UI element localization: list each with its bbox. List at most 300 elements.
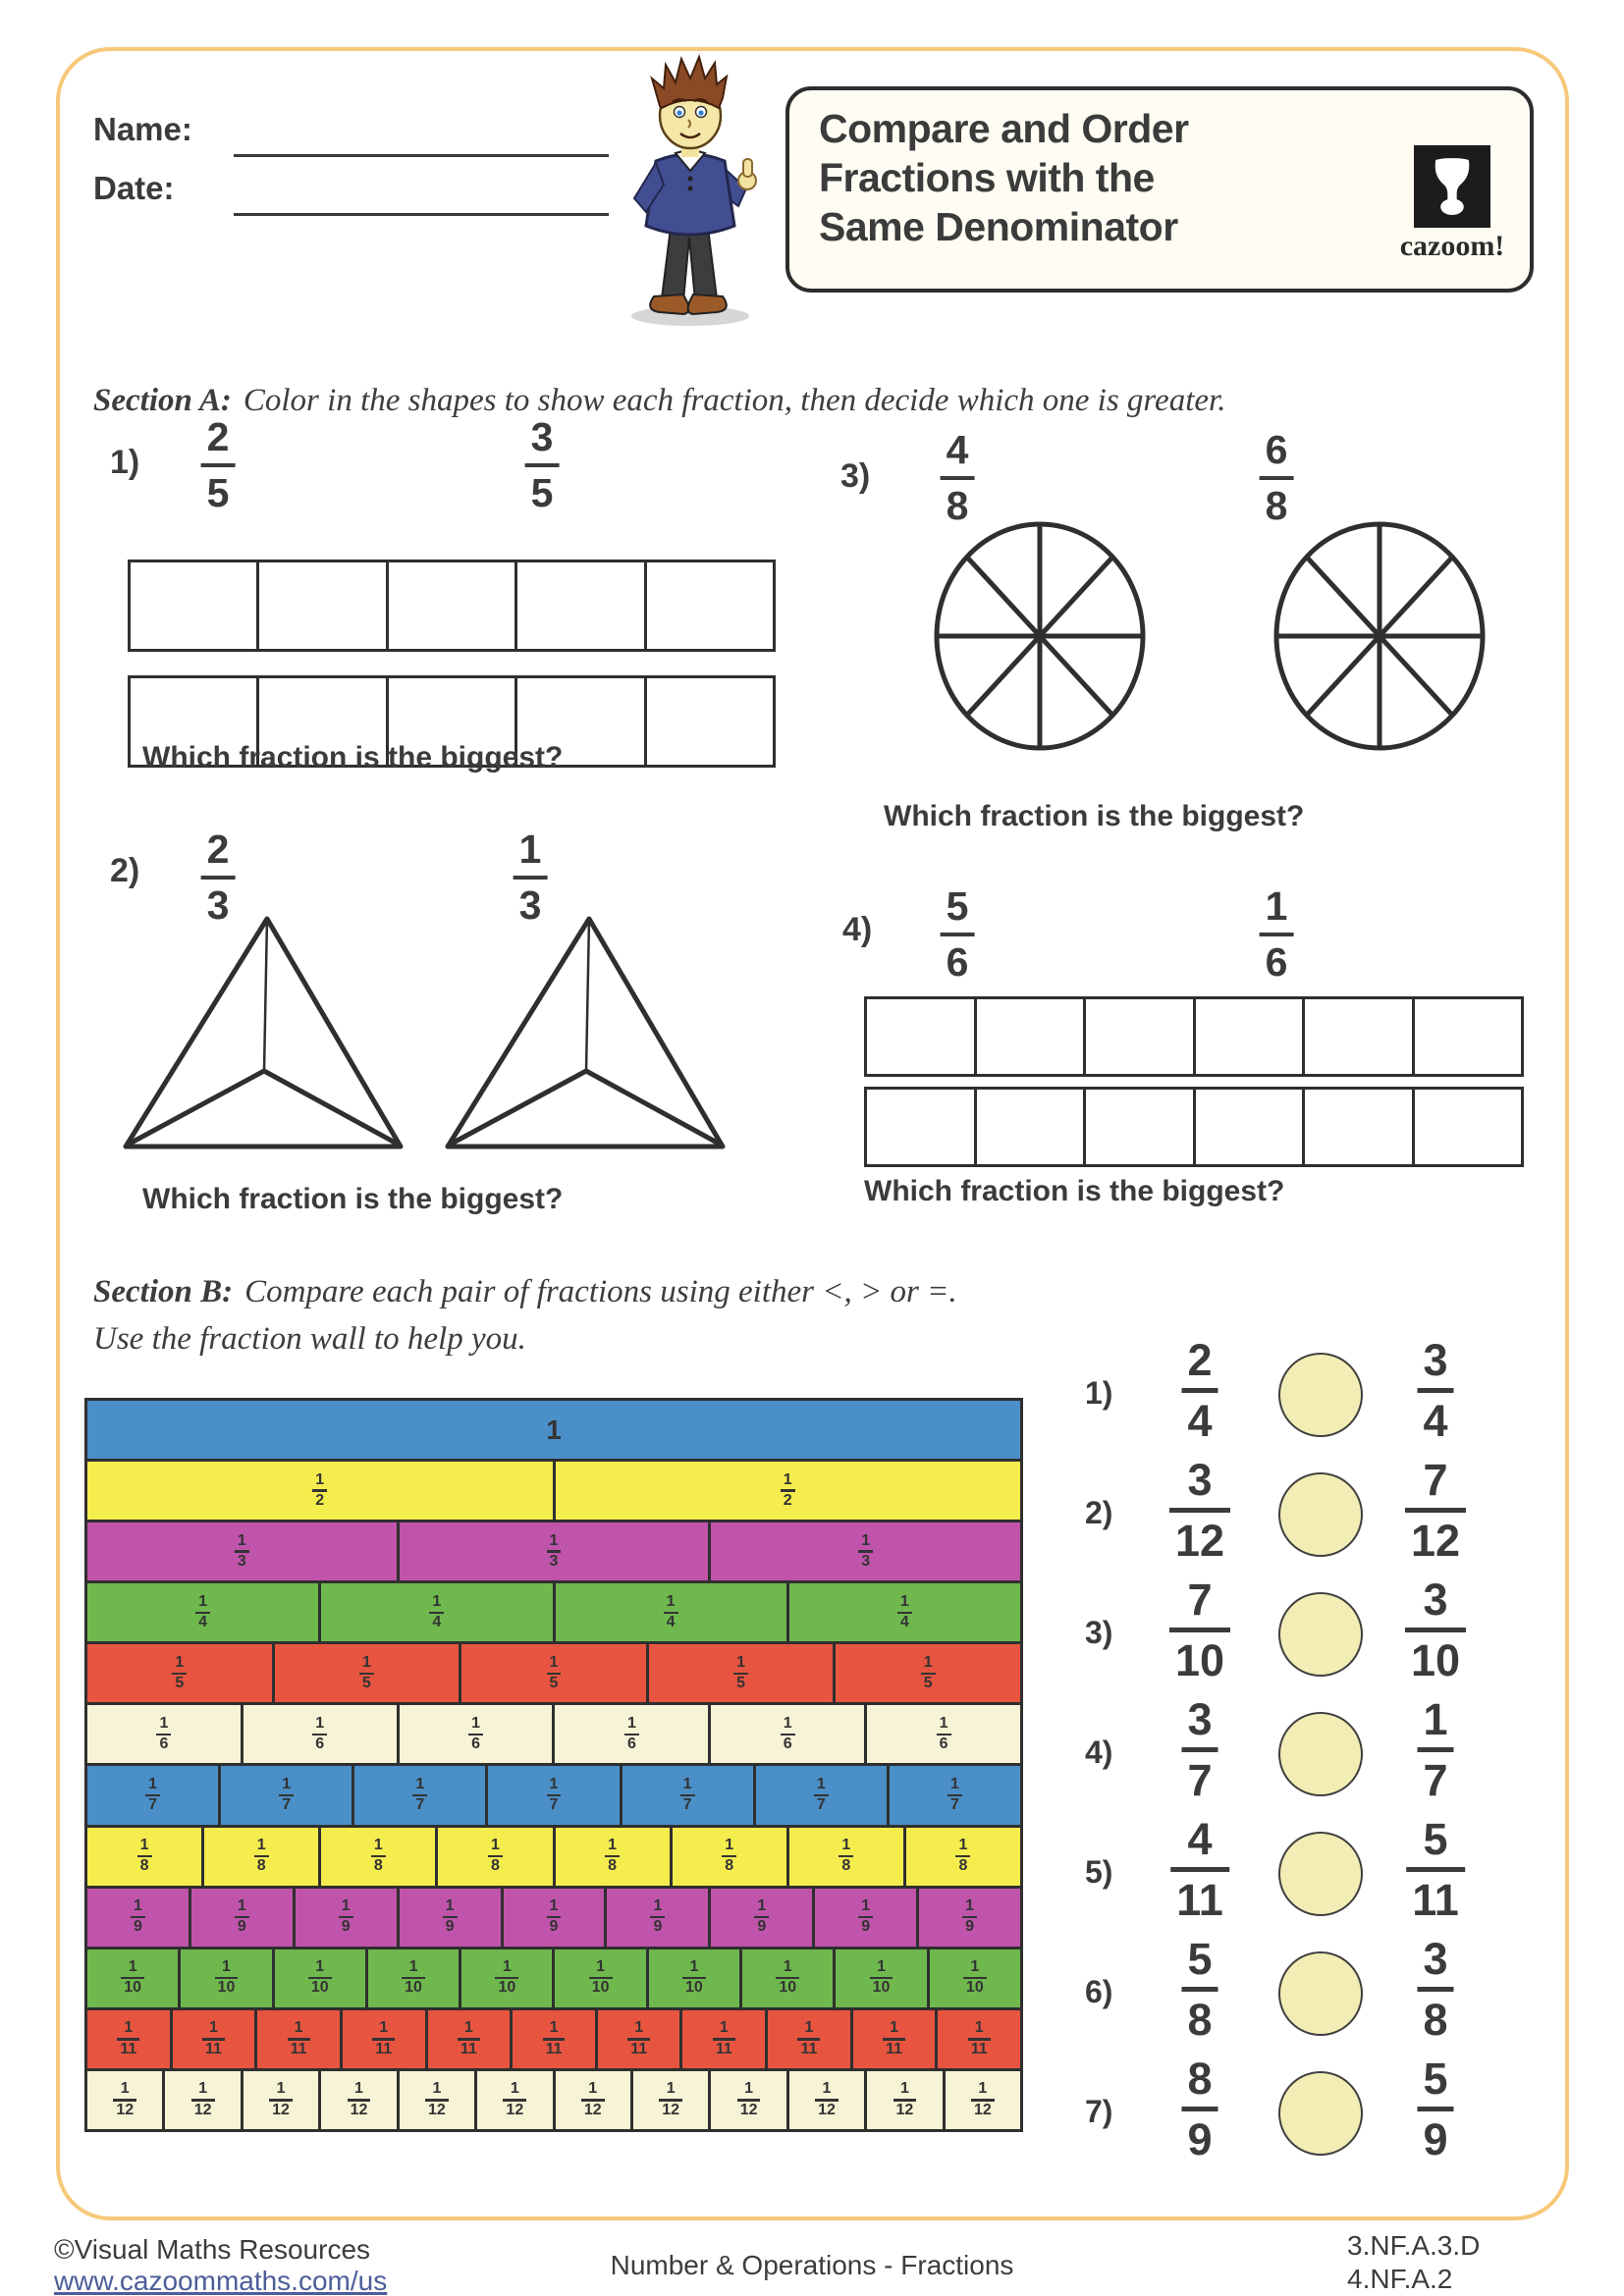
date-input-line[interactable] xyxy=(234,213,609,216)
fraction-bar-cell[interactable] xyxy=(974,1090,1084,1164)
compare-right-fraction xyxy=(1417,2056,1453,2162)
fraction-wall-cell xyxy=(595,2010,680,2068)
fraction-wall-cell xyxy=(241,1705,397,1763)
wall-cell-fraction: 1 9 xyxy=(547,1898,562,1936)
fraction-bar xyxy=(1405,1628,1466,1632)
wall-cell-fraction: 1 4 xyxy=(664,1594,678,1631)
wall-cell-fraction: 1 12 xyxy=(425,2081,449,2118)
wall-cell-fraction: 1 11 xyxy=(117,2020,139,2057)
fraction-wall-cell xyxy=(272,1949,365,2007)
wall-cell-fraction: 1 11 xyxy=(458,2020,480,2057)
fraction-wall-row xyxy=(87,2007,1020,2068)
fraction-bar xyxy=(1181,1747,1218,1752)
fraction-denominator: 3 xyxy=(518,882,542,928)
fraction-wall-cell xyxy=(903,1828,1020,1886)
wall-cell-fraction: 1 12 xyxy=(348,2081,371,2118)
fraction-wall-cell xyxy=(679,2010,765,2068)
problem-3-number: 3) xyxy=(840,457,871,495)
fraction-bar-cell[interactable] xyxy=(1412,999,1522,1074)
wall-cell-fraction: 1 9 xyxy=(235,1898,249,1936)
fraction-wall-cell xyxy=(178,1949,271,2007)
fraction-bar xyxy=(1405,1508,1466,1513)
wall-cell-fraction: 1 11 xyxy=(713,2020,735,2057)
fraction-wall-cell xyxy=(670,1828,786,1886)
wall-cell-fraction: 1 8 xyxy=(254,1838,269,1875)
fraction-numerator: 2 xyxy=(1187,1335,1213,1385)
compare-problem-row xyxy=(1060,1695,1551,1813)
fraction-bar-cell[interactable] xyxy=(386,562,514,649)
wall-cell-fraction: 1 7 xyxy=(412,1777,427,1814)
fraction-wall-cell xyxy=(833,1949,926,2007)
fraction-wall-cell xyxy=(510,2010,595,2068)
fraction-denominator: 8 xyxy=(946,483,969,528)
wall-cell-fraction: 1 3 xyxy=(235,1533,249,1571)
fraction-bar xyxy=(1170,1867,1229,1872)
fraction-numerator: 5 xyxy=(1423,1814,1448,1864)
fraction-numerator: 5 xyxy=(1423,2054,1448,2104)
fraction-wall-cell xyxy=(318,1583,552,1641)
fraction-wall-cell xyxy=(318,1828,435,1886)
compare-problem-number: 5) xyxy=(1085,1854,1113,1890)
wall-cell-fraction: 1 7 xyxy=(947,1777,962,1814)
fraction-denominator: 12 xyxy=(1410,1516,1461,1566)
compare-problem-number: 3) xyxy=(1085,1615,1113,1650)
fraction-wall-cell xyxy=(318,2071,396,2129)
compare-problem-row xyxy=(1060,1336,1551,1454)
fraction-wall-cell xyxy=(397,1522,709,1580)
section-b-heading: Section B: xyxy=(93,1274,234,1309)
wall-cell-fraction: 1 10 xyxy=(495,1959,518,1997)
fraction-wall-cell xyxy=(620,1766,753,1824)
fraction-bar-cell[interactable] xyxy=(867,999,974,1074)
fraction-wall-cell xyxy=(87,1462,553,1520)
wall-cell-fraction: 1 12 xyxy=(191,2081,215,2118)
fraction-denominator: 8 xyxy=(1187,1995,1213,2045)
fraction-denominator: 11 xyxy=(1412,1875,1459,1925)
fraction-wall-cell xyxy=(87,1522,397,1580)
problem-1-right-fraction xyxy=(525,414,560,515)
wall-cell-fraction: 1 12 xyxy=(971,2081,995,2118)
compare-problem-row xyxy=(1060,1575,1551,1693)
wall-cell-fraction: 1 7 xyxy=(547,1777,562,1814)
wall-cell-fraction: 1 11 xyxy=(627,2020,650,2057)
fraction-denominator: 7 xyxy=(1187,1755,1213,1805)
wall-cell-fraction: 1 8 xyxy=(722,1838,736,1875)
fraction-wall-cell xyxy=(459,1644,646,1702)
fraction-wall-cell xyxy=(87,1401,1020,1459)
wall-cell-fraction: 1 5 xyxy=(547,1655,562,1692)
fraction-bar xyxy=(1169,1508,1230,1513)
wall-cell-fraction: 1 2 xyxy=(781,1472,795,1510)
problem-2-triangle-left[interactable] xyxy=(120,911,406,1154)
fraction-wall-cell xyxy=(189,1889,293,1947)
wall-cell-fraction: 1 12 xyxy=(503,2081,526,2118)
problem-4-question: Which fraction is the biggest? xyxy=(864,1175,1285,1207)
compare-left-fraction xyxy=(1181,1934,1218,2045)
wall-cell-fraction: 1 11 xyxy=(543,2020,566,2057)
problem-4-bar-bottom xyxy=(864,1087,1524,1167)
wall-cell-fraction: 1 7 xyxy=(279,1777,294,1814)
fraction-wall-row xyxy=(87,1702,1020,1763)
fraction-wall-cell xyxy=(553,1583,786,1641)
fraction-denominator: 6 xyxy=(946,939,969,985)
fraction-wall-cell xyxy=(340,2010,425,2068)
fraction-wall-cell xyxy=(553,2071,630,2129)
problem-3-right-fraction xyxy=(1260,427,1294,528)
fraction-numerator: 6 xyxy=(1265,427,1288,472)
fraction-wall-cell xyxy=(87,1889,189,1947)
cazoom-drum-icon xyxy=(1414,145,1490,228)
problem-4-bar-top xyxy=(864,996,1524,1077)
fraction-wall-cell xyxy=(435,1828,552,1886)
fraction-bar-cell[interactable] xyxy=(1412,1090,1522,1164)
fraction-bar xyxy=(201,876,236,880)
date-label: Date: xyxy=(93,170,175,206)
fraction-wall-row xyxy=(87,1459,1020,1520)
compare-problem-row xyxy=(1060,2055,1551,2172)
wall-cell-fraction: 1 9 xyxy=(650,1898,665,1936)
title-line-1: Compare and Order xyxy=(819,106,1189,151)
section-a-heading: Section A: xyxy=(93,383,232,418)
fraction-wall-cell xyxy=(459,1949,552,2007)
compare-left-fraction xyxy=(1181,1335,1218,1446)
footer-standard-1: 3.NF.A.3.D xyxy=(1347,2230,1481,2261)
fraction-wall-cell xyxy=(397,1889,501,1947)
fraction-bar xyxy=(1181,1388,1218,1393)
fraction-denominator: 11 xyxy=(1176,1875,1223,1925)
fraction-denominator: 9 xyxy=(1187,2114,1213,2164)
fraction-wall-cell xyxy=(162,2071,240,2129)
wall-cell-fraction: 1 10 xyxy=(121,1959,144,1997)
problem-2-number: 2) xyxy=(110,852,140,889)
compare-problem-number: 7) xyxy=(1085,2094,1113,2129)
fraction-denominator: 12 xyxy=(1174,1516,1225,1566)
wall-cell-fraction: 1 6 xyxy=(937,1716,951,1753)
fraction-bar-cell[interactable] xyxy=(256,562,385,649)
fraction-bar-cell[interactable] xyxy=(974,999,1084,1074)
wall-cell-fraction: 1 9 xyxy=(754,1898,769,1936)
wall-cell-fraction: 1 10 xyxy=(776,1959,799,1997)
fraction-wall-cell xyxy=(864,2071,942,2129)
fraction-numerator: 4 xyxy=(946,427,969,472)
compare-problem-row xyxy=(1060,1935,1551,2053)
fraction-wall-row xyxy=(87,1520,1020,1580)
fraction-wall-cell xyxy=(553,1462,1021,1520)
answer-circle[interactable] xyxy=(1278,1712,1363,1796)
fraction-bar xyxy=(1406,1867,1465,1872)
fraction-wall-cell xyxy=(786,1583,1020,1641)
fraction-numerator: 3 xyxy=(1187,1694,1213,1744)
wall-cell-fraction: 1 11 xyxy=(372,2020,395,2057)
fraction-wall-cell xyxy=(87,1949,178,2007)
problem-4-right-fraction xyxy=(1260,883,1294,985)
fraction-numerator: 1 xyxy=(1265,883,1288,929)
compare-problem-row xyxy=(1060,1456,1551,1574)
answer-circle[interactable] xyxy=(1278,1832,1363,1916)
compare-left-fraction xyxy=(1169,1455,1230,1566)
fraction-wall-row xyxy=(87,1580,1020,1641)
compare-problem-number: 6) xyxy=(1085,1974,1113,2009)
wall-cell-fraction: 1 5 xyxy=(172,1655,187,1692)
compare-left-fraction xyxy=(1170,1814,1229,1925)
wall-cell-fraction: 1 6 xyxy=(312,1716,327,1753)
fraction-bar-cell[interactable] xyxy=(514,562,643,649)
compare-left-fraction xyxy=(1181,2056,1218,2162)
fraction-wall xyxy=(84,1398,1023,2132)
fraction-bar-cell[interactable] xyxy=(1302,999,1412,1074)
wall-cell-fraction: 1 11 xyxy=(288,2020,310,2057)
fraction-bar-cell[interactable] xyxy=(644,678,773,765)
mascot-boy-illustration xyxy=(597,51,779,331)
wall-cell-fraction: 1 12 xyxy=(815,2081,839,2118)
wall-cell-fraction: 1 5 xyxy=(359,1655,374,1692)
wall-cell-fraction: 1 10 xyxy=(308,1959,332,1997)
fraction-wall-cell xyxy=(485,1766,619,1824)
fraction-numerator: 7 xyxy=(1423,1455,1448,1505)
fraction-wall-cell xyxy=(765,2010,850,2068)
fraction-bar xyxy=(1417,1388,1453,1393)
fraction-bar-cell[interactable] xyxy=(131,562,256,649)
fraction-denominator: 3 xyxy=(206,882,230,928)
fraction-wall-cell xyxy=(887,1766,1020,1824)
fraction-wall-cell xyxy=(935,2010,1020,2068)
wall-cell-fraction: 1 10 xyxy=(963,1959,987,1997)
problem-1-number: 1) xyxy=(110,444,140,481)
fraction-numerator: 4 xyxy=(1187,1814,1213,1864)
fraction-wall-cell xyxy=(833,1644,1020,1702)
fraction-wall-row xyxy=(87,2068,1020,2129)
wall-cell-fraction: 1 10 xyxy=(589,1959,613,1997)
fraction-wall-cell xyxy=(425,2010,511,2068)
compare-right-fraction xyxy=(1417,1694,1453,1805)
wall-cell-fraction: 1 6 xyxy=(468,1716,483,1753)
wall-cell-fraction: 1 6 xyxy=(781,1716,795,1753)
fraction-wall-cell xyxy=(254,2010,340,2068)
fraction-bar xyxy=(1260,476,1294,480)
fraction-wall-cell xyxy=(708,1705,864,1763)
problem-4-number: 4) xyxy=(842,911,873,948)
fraction-numerator: 3 xyxy=(1187,1455,1213,1505)
wall-cell-fraction: 1 10 xyxy=(870,1959,893,1997)
fraction-bar xyxy=(1417,1747,1453,1752)
fraction-numerator: 3 xyxy=(1423,1335,1448,1385)
footer-copyright: ©Visual Maths Resources xyxy=(54,2234,371,2265)
wall-cell-fraction: 1 12 xyxy=(659,2081,682,2118)
wall-cell-fraction: 1 2 xyxy=(312,1472,327,1510)
fraction-numerator: 5 xyxy=(1187,1934,1213,1984)
problem-2-triangle-right[interactable] xyxy=(442,911,729,1154)
wall-cell-fraction: 1 3 xyxy=(547,1533,562,1571)
fraction-wall-cell xyxy=(397,1705,553,1763)
wall-cell-fraction: 1 12 xyxy=(113,2081,136,2118)
fraction-wall-row xyxy=(87,1825,1020,1886)
wall-cell-fraction: 1 12 xyxy=(737,2081,761,2118)
fraction-bar xyxy=(1181,2107,1218,2111)
fraction-bar xyxy=(941,476,975,480)
name-label: Name: xyxy=(93,111,192,147)
wall-cell-fraction: 1 5 xyxy=(921,1655,936,1692)
wall-cell-fraction: 1 11 xyxy=(797,2020,820,2057)
fraction-numerator: 3 xyxy=(1423,1575,1448,1625)
fraction-numerator: 1 xyxy=(1423,1694,1448,1744)
compare-right-fraction xyxy=(1405,1575,1466,1685)
fraction-bar-cell[interactable] xyxy=(644,562,773,649)
fraction-wall-cell xyxy=(753,1766,887,1824)
fraction-wall-cell xyxy=(739,1949,833,2007)
fraction-bar xyxy=(201,463,236,467)
fraction-bar-cell[interactable] xyxy=(1083,999,1193,1074)
fraction-denominator: 8 xyxy=(1265,483,1288,528)
wall-cell-fraction: 1 3 xyxy=(858,1533,873,1571)
answer-circle[interactable] xyxy=(1278,2071,1363,2156)
compare-left-fraction xyxy=(1169,1575,1230,1685)
fraction-wall-cell xyxy=(708,1522,1020,1580)
fraction-bar-cell[interactable] xyxy=(867,1090,974,1164)
fraction-wall-cell xyxy=(397,2071,474,2129)
fraction-wall-cell xyxy=(646,1949,739,2007)
fraction-wall-cell xyxy=(812,1889,916,1947)
fraction-wall-cell xyxy=(916,1889,1020,1947)
fraction-bar-cell[interactable] xyxy=(1302,1090,1412,1164)
fraction-numerator: 2 xyxy=(206,827,230,872)
title-box xyxy=(785,86,1534,293)
problem-3-circle-right[interactable] xyxy=(1271,518,1489,754)
fraction-wall-cell xyxy=(553,1828,670,1886)
fraction-wall-row xyxy=(87,1641,1020,1702)
wall-cell-fraction: 1 9 xyxy=(858,1898,873,1936)
fraction-bar-cell[interactable] xyxy=(1193,999,1303,1074)
wall-cell-fraction: 1 8 xyxy=(371,1838,386,1875)
fraction-bar xyxy=(1181,1987,1218,1992)
compare-problem-number: 4) xyxy=(1085,1735,1113,1770)
section-b-header xyxy=(93,1274,957,1310)
fraction-wall-cell xyxy=(630,2071,708,2129)
compare-right-fraction xyxy=(1417,1934,1453,2045)
fraction-bar xyxy=(514,876,548,880)
answer-circle[interactable] xyxy=(1278,1592,1363,1677)
cazoom-logo-text: cazoom! xyxy=(1399,230,1505,262)
footer-topic: Number & Operations - Fractions xyxy=(610,2250,1014,2280)
wall-cell-fraction: 1 9 xyxy=(339,1898,353,1936)
fraction-bar xyxy=(1169,1628,1230,1632)
fraction-numerator: 3 xyxy=(530,414,554,459)
fraction-wall-cell xyxy=(927,1949,1020,2007)
fraction-wall-cell xyxy=(87,2010,170,2068)
worksheet-title xyxy=(819,104,1189,251)
title-line-2: Fractions with the xyxy=(819,155,1155,200)
problem-3-question: Which fraction is the biggest? xyxy=(884,800,1305,832)
compare-problem-number: 1) xyxy=(1085,1375,1113,1411)
wall-cell-fraction: 1 6 xyxy=(156,1716,171,1753)
footer-standard-2: 4.NF.A.2 xyxy=(1347,2264,1453,2294)
fraction-numerator: 3 xyxy=(1423,1934,1448,1984)
wall-cell-fraction: 1 8 xyxy=(488,1838,503,1875)
fraction-wall-cell xyxy=(218,1766,352,1824)
fraction-denominator: 4 xyxy=(1423,1396,1448,1446)
fraction-wall-cell xyxy=(87,1583,318,1641)
fraction-numerator: 5 xyxy=(946,883,969,929)
fraction-bar xyxy=(1417,2107,1453,2111)
fraction-denominator: 4 xyxy=(1187,1396,1213,1446)
wall-cell-fraction: 1 7 xyxy=(145,1777,160,1814)
problem-3-circle-left[interactable] xyxy=(931,518,1149,754)
fraction-denominator: 5 xyxy=(530,470,554,515)
wall-cell-fraction: 1 11 xyxy=(202,2020,225,2057)
wall-cell-fraction: 1 7 xyxy=(680,1777,695,1814)
name-input-line[interactable] xyxy=(234,154,609,157)
fraction-bar xyxy=(1260,933,1294,936)
wall-cell-fraction: 1 6 xyxy=(624,1716,639,1753)
fraction-numerator: 7 xyxy=(1187,1575,1213,1625)
section-b-instruction-2: Use the fraction wall to help you. xyxy=(93,1321,526,1357)
compare-right-fraction xyxy=(1417,1335,1453,1446)
fraction-wall-cell xyxy=(786,2071,864,2129)
wall-cell-fraction: 1 11 xyxy=(968,2020,991,2057)
fraction-wall-cell xyxy=(552,1705,708,1763)
fraction-wall-cell xyxy=(87,1705,241,1763)
answer-circle[interactable] xyxy=(1278,1951,1363,2036)
wall-cell-fraction: 1 4 xyxy=(429,1594,444,1631)
fraction-denominator: 8 xyxy=(1423,1995,1448,2045)
fraction-wall-cell xyxy=(501,1889,605,1947)
problem-1-bar-top xyxy=(128,560,776,652)
fraction-wall-cell xyxy=(87,1766,218,1824)
wall-cell-fraction: 1 8 xyxy=(839,1838,853,1875)
fraction-wall-cell xyxy=(850,2010,936,2068)
wall-cell-fraction: 1 8 xyxy=(605,1838,620,1875)
fraction-wall-row xyxy=(87,1401,1020,1459)
fraction-bar-cell[interactable] xyxy=(1083,1090,1193,1164)
cazoom-logo xyxy=(1379,145,1526,263)
wall-cell-fraction: 1 9 xyxy=(131,1898,145,1936)
fraction-wall-cell xyxy=(604,1889,708,1947)
problem-1-left-fraction xyxy=(201,414,236,515)
problem-2-question: Which fraction is the biggest? xyxy=(142,1183,564,1215)
wall-cell-fraction: 1 12 xyxy=(581,2081,605,2118)
fraction-wall-cell xyxy=(293,1889,397,1947)
section-a-header xyxy=(93,383,1225,419)
fraction-denominator: 5 xyxy=(206,470,230,515)
compare-problem-number: 2) xyxy=(1085,1495,1113,1530)
fraction-wall-cell xyxy=(87,1644,272,1702)
title-line-3: Same Denominator xyxy=(819,204,1178,249)
wall-cell-fraction: 1 11 xyxy=(883,2020,905,2057)
problem-3-left-fraction xyxy=(941,427,975,528)
fraction-wall-cell xyxy=(864,1705,1020,1763)
wall-cell-fraction: 1 12 xyxy=(893,2081,917,2118)
problem-1-question: Which fraction is the biggest? xyxy=(142,741,564,774)
fraction-bar xyxy=(525,463,560,467)
fraction-bar-cell[interactable] xyxy=(1193,1090,1303,1164)
fraction-wall-cell xyxy=(87,1828,201,1886)
fraction-denominator: 10 xyxy=(1174,1635,1225,1685)
fraction-bar xyxy=(941,933,975,936)
fraction-wall-cell xyxy=(272,1644,460,1702)
fraction-wall-cell xyxy=(365,1949,459,2007)
compare-right-fraction xyxy=(1405,1455,1466,1566)
answer-circle[interactable] xyxy=(1278,1353,1363,1437)
fraction-denominator: 6 xyxy=(1265,939,1288,985)
fraction-wall-cell xyxy=(170,2010,255,2068)
wall-cell-fraction: 1 9 xyxy=(962,1898,977,1936)
footer-url-link[interactable]: www.cazoommaths.com/us xyxy=(54,2266,388,2296)
fraction-denominator: 10 xyxy=(1410,1635,1461,1685)
answer-circle[interactable] xyxy=(1278,1472,1363,1557)
wall-cell-fraction: 1 8 xyxy=(137,1838,152,1875)
wall-cell-fraction: 1 8 xyxy=(955,1838,970,1875)
fraction-wall-cell xyxy=(708,2071,785,2129)
wall-cell-fraction: 1 4 xyxy=(195,1594,210,1631)
